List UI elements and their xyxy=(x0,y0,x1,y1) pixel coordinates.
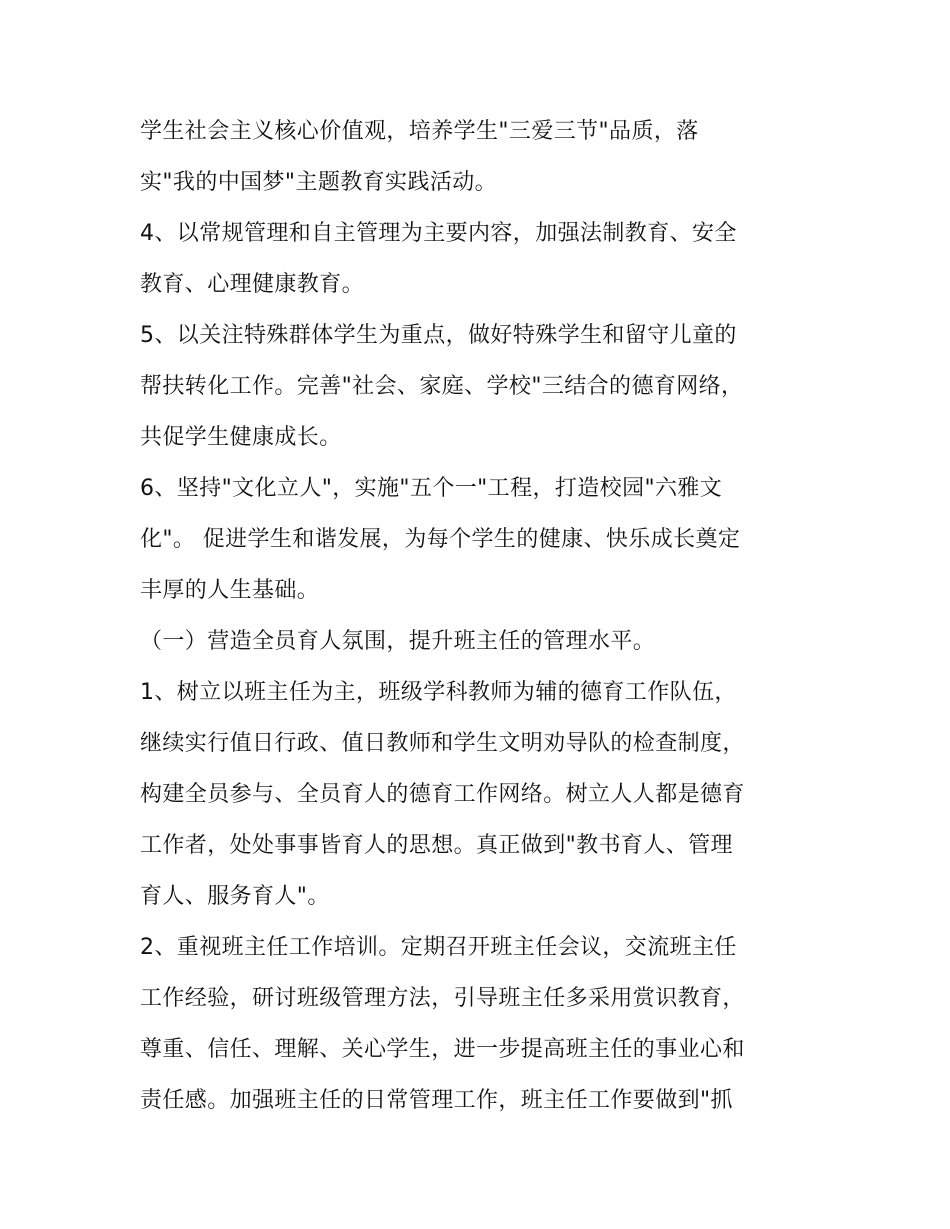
text-line: 共促学生健康成长。 xyxy=(140,425,342,450)
text-line: 教育、心理健康教育。 xyxy=(140,272,365,297)
text-line: 4、以常规管理和自主管理为主要内容，加强法制教育、安全 xyxy=(140,221,737,246)
document-body xyxy=(140,106,820,1126)
text-line: 继续实行值日行政、值日教师和学生文明劝导队的检查制度， xyxy=(140,731,745,756)
text-line: 学生社会主义核心价值观，培养学生"三爱三节"品质，落 xyxy=(140,119,699,144)
text-line: 帮扶转化工作。完善"社会、家庭、学校"三结合的德育网络， xyxy=(140,374,744,399)
text-line: 构建全员参与、全员育人的德育工作网络。树立人人都是德育 xyxy=(140,782,745,807)
text-line: 丰厚的人生基础。 xyxy=(140,578,320,603)
text-line: 6、坚持"文化立人"，实施"五个一"工程，打造校园"六雅文 xyxy=(140,476,723,501)
text-line: 育人、服务育人"。 xyxy=(140,884,330,909)
text-line: 尊重、信任、理解、关心学生，进一步提高班主任的事业心和 xyxy=(140,1037,745,1062)
text-line: 2、重视班主任工作培训。定期召开班主任会议，交流班主任 xyxy=(140,935,737,960)
section-heading: （一）营造全员育人氛围，提升班主任的管理水平。 xyxy=(140,629,656,654)
text-line: 化"。 促进学生和谐发展，为每个学生的健康、快乐成长奠定 xyxy=(140,527,741,552)
text-line: 实"我的中国梦"主题教育实践活动。 xyxy=(140,170,498,195)
text-line: 1、树立以班主任为主，班级学科教师为辅的德育工作队伍， xyxy=(140,680,737,705)
text-line: 工作经验，研讨班级管理方法，引导班主任多采用赏识教育， xyxy=(140,986,745,1011)
text-line: 责任感。加强班主任的日常管理工作，班主任工作要做到"抓 xyxy=(140,1088,733,1113)
text-line: 5、以关注特殊群体学生为重点，做好特殊学生和留守儿童的 xyxy=(140,323,737,348)
text-line: 工作者，处处事事皆育人的思想。真正做到"教书育人、管理 xyxy=(140,833,733,858)
